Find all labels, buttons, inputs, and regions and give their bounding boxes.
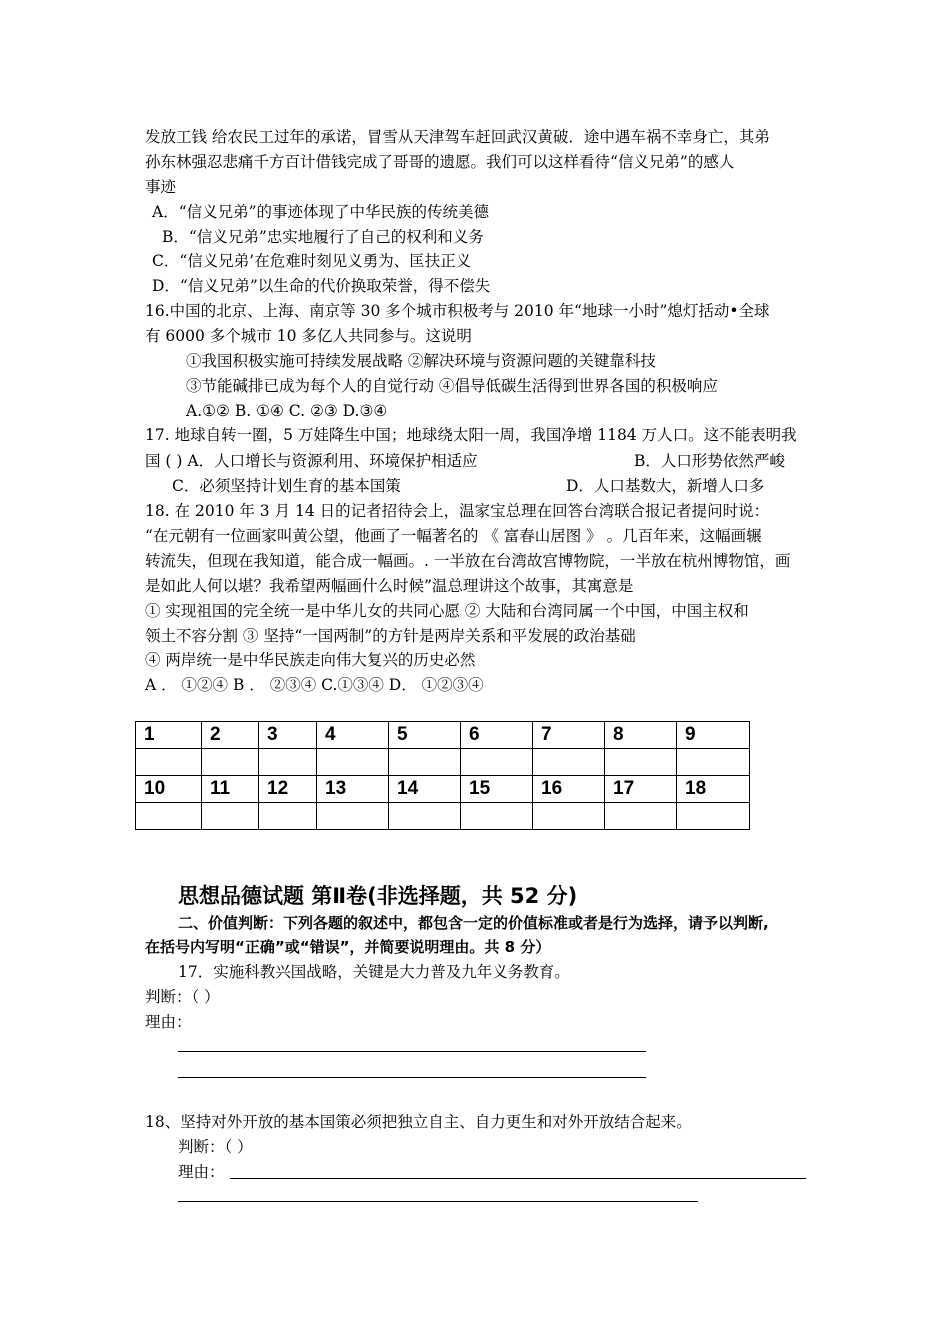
answer-number: 1: [136, 722, 202, 749]
answer-number: 10: [136, 776, 202, 803]
answer-number: 15: [461, 776, 533, 803]
q15-line-3: 事迹: [145, 178, 177, 196]
q15-line-2: 孙东林强忍悲痛千方百计借钱完成了哥哥的遗愿。我们可以这样看待“信义兄弟”的感人: [145, 153, 735, 171]
q16-line-2: 有 6000 多个城市 10 多亿人共同参与。这说明: [145, 327, 472, 345]
answer-cell[interactable]: [389, 803, 461, 830]
q16-item-2: ③节能碱排已成为每个人的自觉行动 ④倡导低碳生活得到世界各国的积极响应: [186, 377, 718, 395]
answer-cell[interactable]: [259, 749, 317, 776]
answer-number: 6: [461, 722, 533, 749]
q15-line-1: 发放工钱 给农民工过年的承诺，冒雪从天津驾车赶回武汉黄破．途中遇车祸不幸身亡，其弟: [145, 128, 770, 146]
answer-number: 18: [677, 776, 750, 803]
q15-option-a: A．“信义兄弟”的事迹体现了中华民族的传统美德: [152, 203, 490, 221]
answer-cell[interactable]: [136, 803, 202, 830]
q18-answer-line[interactable]: [178, 1201, 698, 1202]
answer-cell[interactable]: [533, 803, 605, 830]
q17-line-3b: D．人口基数大，新增人口多: [566, 477, 765, 495]
answer-blank-row: [136, 803, 750, 830]
q16-item-1: ①我国积极实施可持续发展战略 ②解决环境与资源问题的关键靠科技: [186, 352, 656, 370]
part2-q18-text: 18、坚持对外开放的基本国策必须把独立自主、自力更生和对外开放结合起来。: [145, 1113, 692, 1131]
answer-number: 11: [202, 776, 259, 803]
q17-answer-line[interactable]: [178, 1077, 646, 1078]
q18-answer-line[interactable]: [230, 1178, 806, 1179]
q16-line-1: 16.中国的北京、上海、南京等 30 多个城市积极考与 2010 年“地球一小时”熄灯括动•全球: [145, 302, 770, 320]
answer-cell[interactable]: [389, 749, 461, 776]
part2-q18-judge: 判断：（ ）: [178, 1138, 253, 1156]
answer-cell[interactable]: [136, 749, 202, 776]
answer-cell[interactable]: [202, 749, 259, 776]
q17-line-2b: B．人口形势依然严峻: [634, 452, 785, 470]
part2-instruction-2: 在括号内写明“正确”或“错误”，并简要说明理由。共 8 分）: [145, 938, 551, 956]
answer-cell[interactable]: [259, 803, 317, 830]
answer-cell[interactable]: [461, 803, 533, 830]
answer-number: 13: [317, 776, 389, 803]
q18-line-5: ① 实现祖国的完全统一是中华儿女的共同心愿 ② 大陆和台湾同属一个中国，中国主权和: [145, 602, 749, 620]
answer-cell[interactable]: [605, 749, 677, 776]
q17-answer-line[interactable]: [178, 1051, 646, 1052]
q15-option-d: D．“信义兄弟”以生命的代价换取荣誉，得不偿失: [152, 277, 491, 295]
answer-cell[interactable]: [461, 749, 533, 776]
answer-blank-row: [136, 749, 750, 776]
part2-q17-text: 17．实施科教兴国战略，关键是大力普及九年义务教育。: [178, 963, 570, 981]
answer-number: 5: [389, 722, 461, 749]
part2-instruction-1: 二、价值判断：下列各题的叙述中，都包含一定的价值标准或者是行为选择，请予以判断,: [178, 914, 769, 932]
answer-number-row: [136, 722, 750, 749]
answer-number: 8: [605, 722, 677, 749]
answer-number: 17: [605, 776, 677, 803]
answer-cell[interactable]: [317, 749, 389, 776]
answer-cell[interactable]: [605, 803, 677, 830]
answer-number-row: [136, 776, 750, 803]
answer-number: 4: [317, 722, 389, 749]
part2-q17-judge: 判断：（ ）: [145, 988, 220, 1006]
q18-line-3: 转流失，但现在我知道，能合成一幅画。. 一半放在台湾故宫博物院，一半放在杭州博物馆，画: [145, 552, 791, 570]
q18-line-2: “在元朝有一位画家叫黄公望，他画了一幅著名的 《 富春山居图 》 。几百年来，这幅画辗: [145, 527, 762, 545]
q18-line-6: 领土不容分割 ③ 坚持“一国两制”的方针是两岸关系和平发展的政治基础: [145, 627, 636, 645]
part2-title: 思想品德试题 第Ⅱ卷(非选择题，共 52 分): [178, 884, 578, 908]
answer-number: 14: [389, 776, 461, 803]
answer-number: 9: [677, 722, 750, 749]
q18-line-1: 18. 在 2010 年 3 月 14 日的记者招待会上，温家宝总理在回答台湾联合报记者提问时说：: [145, 502, 770, 520]
answer-number: 2: [202, 722, 259, 749]
answer-cell[interactable]: [677, 749, 750, 776]
q17-line-1: 17. 地球自转一圈，5 万娃降生中国；地球绕太阳一周，我国净增 1184 万人口。这不能表明我: [145, 426, 797, 444]
part2-q18-reason: 理由：: [178, 1163, 225, 1181]
answer-table: [135, 721, 750, 830]
answer-cell[interactable]: [317, 803, 389, 830]
answer-number: 12: [259, 776, 317, 803]
answer-cell[interactable]: [533, 749, 605, 776]
answer-number: 7: [533, 722, 605, 749]
answer-cell[interactable]: [677, 803, 750, 830]
q17-line-3a: C．必须坚持计划生育的基本国策: [172, 477, 401, 495]
q18-line-4: 是如此人何以堪？我希望两幅画什么时候”温总理讲这个故事，其寓意是: [145, 577, 634, 595]
q15-option-c: C．“信义兄弟’在危难时刻见义勇为、匡扶正义: [152, 252, 472, 270]
answer-cell[interactable]: [202, 803, 259, 830]
part2-q17-reason: 理由：: [145, 1013, 192, 1031]
answer-number: 16: [533, 776, 605, 803]
q17-line-2a: 国 ( ) A．人口增长与资源利用、环境保护相适应: [145, 452, 478, 470]
q16-options: A.①② B. ①④ C. ②③ D.③④: [186, 402, 388, 420]
q18-line-7: ④ 两岸统一是中华民族走向伟大复兴的历史必然: [145, 651, 476, 669]
q15-option-b: B．“信义兄弟”忠实地履行了自己的权利和义务: [162, 228, 484, 246]
q18-options: A ． ①②④ B ． ②③④ C.①③④ D． ①②③④: [145, 676, 484, 694]
answer-number: 3: [259, 722, 317, 749]
